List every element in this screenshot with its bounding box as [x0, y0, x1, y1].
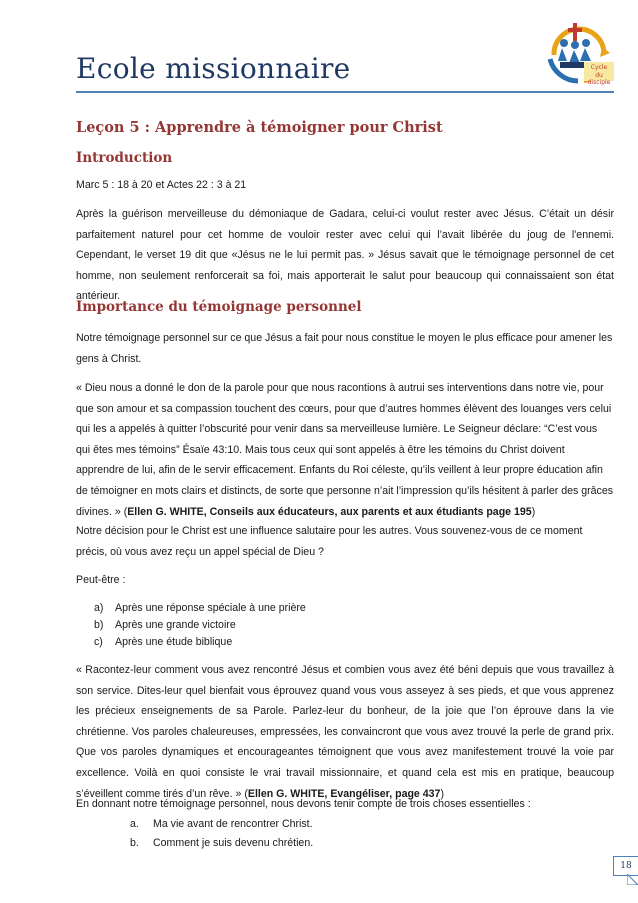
page-number: 18 [613, 856, 638, 876]
decision-paragraph: Notre décision pour le Christ est une influence salutaire pour les autres. Vous souvenez-vous de ce moment précis, où vous avez reçu un appel spécial de Dieu ? [76, 525, 583, 558]
list-item: a. Ma vie avant de rencontrer Christ. [130, 818, 313, 830]
document-header-title: Ecole missionnaire [76, 52, 351, 85]
quote-text: « Racontez-leur comment vous avez rencontré Jésus et combien vous avez été béni depuis que vous travaillez à son service. Dites-leur quel bienfait vous éprouvez quand vous vous asseyez à ses pieds, et que vous apprenez les précieux enseignements de sa Parole. Parlez-leur du bonheur, de la joie que l’on éprouve dans la vie chrétienne. Vos paroles chaleureuses, empressées, les convaincront que vous avez trouvé la perle de grand prix. Que vos paroles dynamiques et encourageantes témoignent que vous avez manifestement trouvé la voie par excellence. Voilà en quoi consiste le vrai travail missionnaire, et quand cela est mis en pratique, beaucoup s’éveillent comme tirés d’un rêve. » ( [76, 664, 614, 800]
list-item: b) Après une grande victoire [94, 619, 236, 631]
introduction-paragraph: Après la guérison merveilleuse du démoniaque de Gadara, celui-ci voulut rester avec Jésus. C’était un désir parfaitement naturel pour cet homme de vouloir rester avec celui qui l’avait libérée du joug de l'ennemi. Cependant, le verset 19 dit que «Jésus ne le lui permit pas. » Jésus savait que le témoignage personnel de cet homme, non seulement renforcerait sa foi, mais apporterait le salut pour beaucoup qui connaissaient son état antérieur. [76, 208, 614, 303]
scripture-reference: Marc 5 : 18 à 20 et Actes 22 : 3 à 21 [76, 179, 247, 191]
list-item: a) Après une réponse spéciale à une prière [94, 602, 306, 614]
list-item: c) Après une étude biblique [94, 636, 233, 648]
occasion-list [94, 600, 306, 651]
header-divider [76, 91, 614, 93]
introduction-heading: Introduction [76, 150, 173, 166]
essentials-paragraph: En donnant notre témoignage personnel, nous devons tenir compte de trois choses essentielles : [76, 798, 531, 810]
logo-caption-line1: Cycle [590, 64, 608, 71]
quote-close: ) [440, 787, 444, 800]
quote-source: Ellen G. WHITE, Evangéliser, page 437 [247, 787, 441, 800]
quote-white-education [76, 378, 614, 522]
list-item: b. Comment je suis devenu chrétien. [130, 837, 314, 849]
quote-white-evangelize [76, 660, 614, 804]
essentials-list [130, 815, 313, 853]
importance-paragraph: Notre témoignage personnel sur ce que Jésus a fait pour nous constitue le moyen le plus efficace pour amener les gens à Christ. [76, 332, 613, 365]
quote-source: Ellen G. WHITE, Conseils aux éducateurs, aux parents et aux étudiants page 195 [127, 505, 532, 518]
importance-heading: Importance du témoignage personnel [76, 299, 362, 315]
page-curl-icon [627, 874, 638, 885]
lesson-title: Leçon 5 : Apprendre à témoigner pour Christ [76, 119, 443, 136]
perhaps-label: Peut-être : [76, 574, 126, 586]
quote-text: « Dieu nous a donné le don de la parole pour que nous racontions à autrui ses interventions dans notre vie, pour que son amour et sa compassion touchent des cœurs, pour que d’autres hommes élèvent des louanges vers celui qui les a appelés à quitter l’obscurité pour venir dans sa merveilleuse lumière. Le Seigneur déclare: “C’est vous qui êtes mes témoins” Ésaïe 43:10. Mais tous ceux qui sont appelés à être les témoins du Christ doivent apprendre de lui, afin de le servir efficacement. Enfants du Roi céleste, qu’ils veillent à leur propre éducation afin de témoigner en mots clairs et distincts, de sorte que personne n’ait l’impression qu’ils hésitent à parler des grâces divines. » ( [76, 382, 614, 518]
logo-caption-line2: du disciple [587, 71, 611, 86]
cycle-du-disciple-logo [540, 15, 618, 87]
quote-close: ) [531, 505, 536, 518]
